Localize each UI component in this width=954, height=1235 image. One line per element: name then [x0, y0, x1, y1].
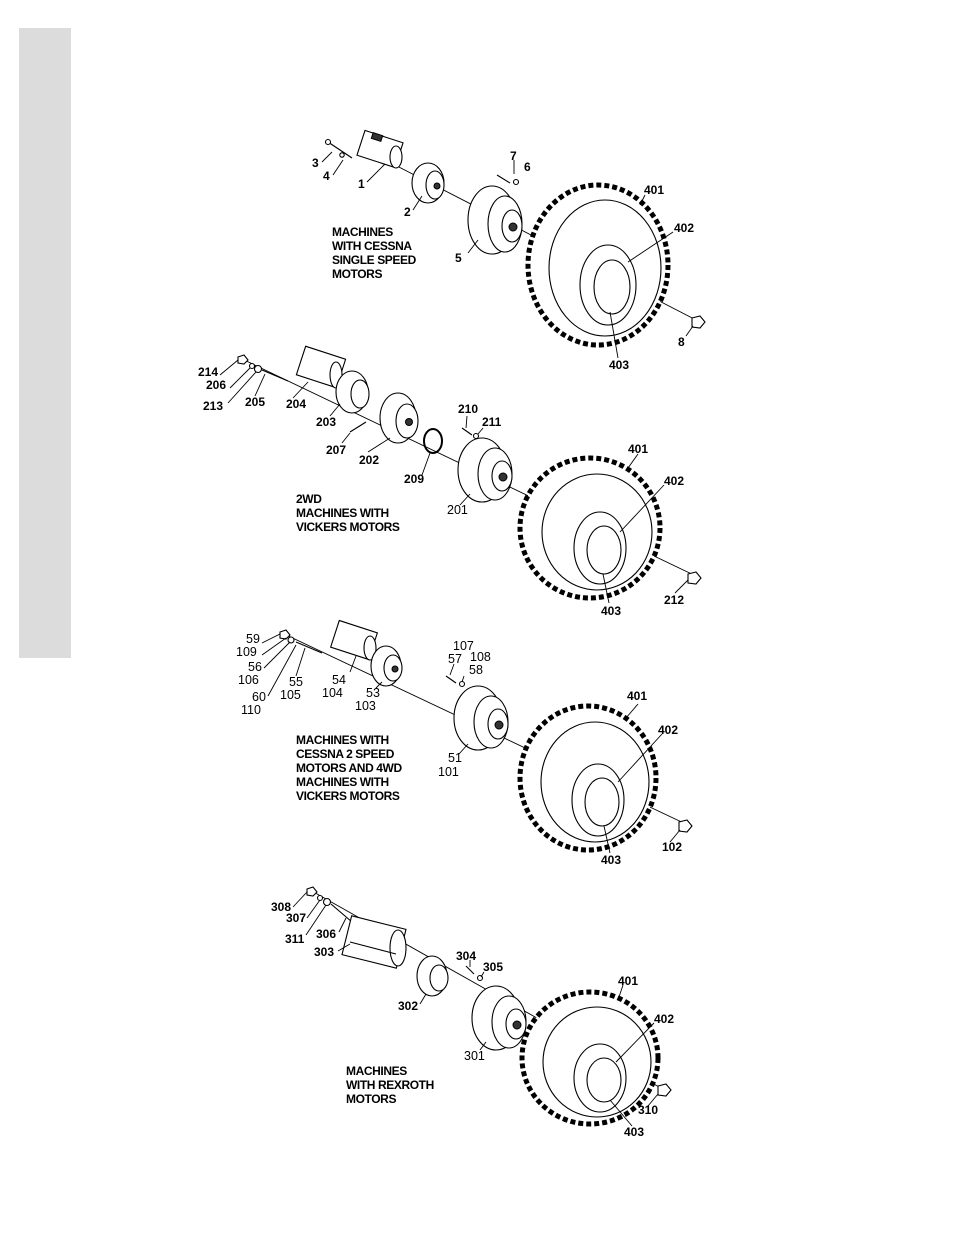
washer-307 — [318, 896, 323, 901]
wheel-402 — [574, 1044, 626, 1112]
callout-402: 402 — [664, 474, 685, 488]
caption-line: MACHINES — [346, 1064, 407, 1078]
callout-211: 211 — [482, 415, 502, 429]
washer-4 — [340, 153, 344, 157]
bolt-57 — [446, 676, 456, 683]
callout-3: 3 — [312, 156, 319, 170]
washer-6 — [514, 180, 519, 185]
callout-57: 57 — [448, 652, 462, 666]
callout-401: 401 — [628, 442, 649, 456]
callout-303: 303 — [314, 945, 335, 959]
nut-8 — [692, 316, 705, 328]
brake-53 — [371, 646, 402, 686]
caption-line: MACHINES WITH — [296, 506, 389, 520]
nut-308 — [307, 887, 317, 896]
caption-line: SINGLE SPEED — [332, 253, 416, 267]
callout-401: 401 — [627, 689, 648, 703]
callout-106: 106 — [238, 673, 259, 687]
adapter-202 — [380, 393, 418, 443]
motor-54 — [331, 621, 378, 660]
callout-206: 206 — [206, 378, 227, 392]
caption-line: MOTORS — [332, 267, 383, 281]
callout-4: 4 — [323, 169, 330, 183]
o-ring-209 — [424, 429, 442, 453]
callout-105: 105 — [280, 688, 301, 702]
callout-401: 401 — [644, 183, 665, 197]
callout-56: 56 — [248, 660, 262, 674]
washer-206 — [250, 364, 255, 369]
callout-107: 107 — [453, 639, 474, 653]
callout-7: 7 — [510, 149, 517, 163]
callout-207: 207 — [326, 443, 347, 457]
wheel-402 — [580, 245, 636, 325]
callout-203: 203 — [316, 415, 337, 429]
callout-60: 60 — [252, 690, 266, 704]
callout-202: 202 — [359, 453, 380, 467]
bolt-210 — [462, 428, 472, 435]
caption-line: MOTORS — [346, 1092, 397, 1106]
callout-403: 403 — [624, 1125, 645, 1139]
washer-213 — [255, 366, 262, 373]
callout-310: 310 — [638, 1103, 659, 1117]
callout-104: 104 — [322, 686, 343, 700]
callout-210: 210 — [458, 402, 479, 416]
callout-306: 306 — [316, 927, 337, 941]
hub-51 — [454, 686, 508, 750]
bolt-3 — [326, 140, 353, 159]
nut-212 — [688, 572, 701, 584]
nut-214 — [238, 355, 248, 364]
callout-51: 51 — [448, 751, 462, 765]
callout-209: 209 — [404, 472, 425, 486]
callout-402: 402 — [674, 221, 695, 235]
caption-line: MACHINES WITH — [296, 775, 389, 789]
nut-102 — [679, 820, 692, 832]
callout-5: 5 — [455, 251, 462, 265]
hub-5 — [468, 186, 522, 254]
callout-108: 108 — [470, 650, 491, 664]
caption-line: MACHINES WITH — [296, 733, 389, 747]
callout-58: 58 — [469, 663, 483, 677]
brake-203 — [336, 371, 369, 413]
brake-302 — [417, 956, 448, 996]
washer-58 — [460, 682, 465, 687]
section-2wd-vickers — [198, 346, 701, 618]
motor-303 — [342, 916, 406, 968]
section-cessna-single-speed — [312, 130, 705, 372]
motor-1 — [357, 130, 403, 168]
section-cessna-2speed-4wd — [236, 621, 692, 867]
callout-1: 1 — [358, 177, 365, 191]
callout-205: 205 — [245, 395, 266, 409]
caption-line: 2WD — [296, 492, 322, 506]
callout-401: 401 — [618, 974, 639, 988]
callout-201: 201 — [447, 503, 468, 517]
callout-55: 55 — [289, 675, 303, 689]
callout-8: 8 — [678, 335, 685, 349]
caption-line: MACHINES — [332, 225, 393, 239]
callout-212: 212 — [664, 593, 685, 607]
callout-403: 403 — [601, 853, 622, 867]
caption-line: MOTORS AND 4WD — [296, 761, 402, 775]
callout-304: 304 — [456, 949, 477, 963]
callout-204: 204 — [286, 397, 307, 411]
caption-line: WITH CESSNA — [332, 239, 412, 253]
callout-110: 110 — [241, 703, 261, 717]
caption-line: WITH REXROTH — [346, 1078, 434, 1092]
callout-403: 403 — [609, 358, 630, 372]
stud-55 — [296, 642, 322, 653]
callout-54: 54 — [332, 673, 346, 687]
section-rexroth — [271, 887, 674, 1139]
callout-305: 305 — [483, 960, 504, 974]
callout-214: 214 — [198, 365, 219, 379]
callout-302: 302 — [398, 999, 419, 1013]
callout-53: 53 — [366, 686, 380, 700]
caption-line: CESSNA 2 SPEED — [296, 747, 394, 761]
caption-line: VICKERS MOTORS — [296, 789, 400, 803]
caption-line: VICKERS MOTORS — [296, 520, 400, 534]
callout-109: 109 — [236, 645, 257, 659]
brake-2 — [412, 163, 444, 203]
hub-201 — [458, 438, 512, 502]
callout-308: 308 — [271, 900, 292, 914]
callout-103: 103 — [355, 699, 376, 713]
callout-6: 6 — [524, 160, 531, 174]
callout-2: 2 — [404, 205, 411, 219]
wheel-402 — [574, 512, 626, 584]
wheel-402 — [572, 764, 624, 836]
callout-307: 307 — [286, 911, 307, 925]
bolt-207 — [350, 422, 366, 432]
hub-301 — [472, 986, 526, 1050]
callout-402: 402 — [658, 723, 679, 737]
callout-101: 101 — [438, 765, 459, 779]
callout-402: 402 — [654, 1012, 675, 1026]
washer-211 — [474, 434, 479, 439]
bolt-304 — [466, 966, 474, 974]
washer-311 — [324, 899, 331, 906]
callout-301: 301 — [464, 1049, 485, 1063]
stud-306 — [331, 904, 352, 922]
bolt-7 — [497, 175, 510, 183]
nut-310 — [658, 1084, 671, 1096]
washer-56 — [288, 637, 294, 643]
callout-59: 59 — [246, 632, 260, 646]
callout-213: 213 — [203, 399, 224, 413]
callout-311: 311 — [285, 932, 305, 946]
callout-403: 403 — [601, 604, 622, 618]
stud-205 — [262, 370, 288, 381]
callout-102: 102 — [662, 840, 683, 854]
